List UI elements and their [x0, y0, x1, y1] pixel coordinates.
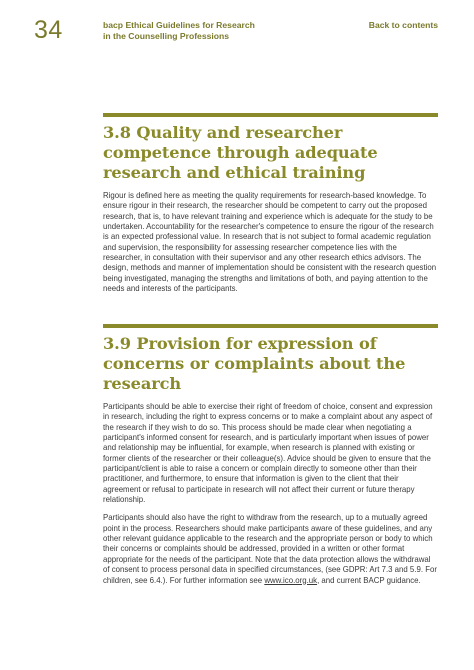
paragraph-text: Participants should also have the right to withdraw from the research, up to a mutually agreed point in the process. Researchers should make participants aware of these guidelines, and any other relevant guidance applicable to the research and the appropriate person or body to which their concerns or complaints should be addressed, provided in a written or other format appropriate for the needs of the participant. Note that the data protection allows the withdrawal of consent to process personal data in specified circumstances, (see GDPR: Art 7.3 and 5.9. For children, see 6.4.). For further information see: [103, 513, 437, 585]
section-3-9-body: [103, 402, 438, 586]
document-title-line-1: bacp Ethical Guidelines for Research: [103, 20, 255, 30]
section-3-8: [103, 113, 438, 294]
paragraph-text: , and current BACP guidance.: [317, 575, 421, 585]
document-title-line-2: in the Counselling Professions: [103, 31, 230, 41]
document-title: [103, 20, 255, 42]
back-to-contents-link[interactable]: Back to contents: [368, 20, 438, 30]
section-3-8-paragraph: Rigour is defined here as meeting the quality requirements for research-based knowledge. To ensure rigour in their research, the researcher should be competent to carry out the proposed research, that is, to have relevant training and experience which is adequate for the study to be undertaken. Accountability for the researcher's competence to ensure the rigour of the research is an expected professional value. In research that is not subject to formal academic regulation and supervision, the responsibility for assessing researcher competence lies with the researcher, in consultation with their supervisor and any other research ethics advisors. The design, methods and manner of implementation should be consistent with the research question being investigated, managing the strengths and limitations of both, and paying attention to the needs and interests of the participants.: [103, 191, 437, 294]
page-number: 34: [34, 16, 63, 44]
section-3-9-paragraph-1: Participants should be able to exercise their right of freedom of choice, consent and expression in research, including the right to express concerns or to make a complaint about any aspect of the research if they wish to do so. This process should be made clear when negotiating a participant's informed consent for research, and is particularly important when issues of power and relationship may be influential, for example, when research is planned with existing or former clients of the researcher or their colleague(s). Advice should be given to ensure that the participant/client is able to raise a concern or complain directly to someone other than their practitioner, and furthermore, to ensure that information is given to the client that their agreement or refusal to participate in research will not affect their current or future therapy relationship.: [103, 402, 433, 505]
section-3-8-heading: 3.8 Quality and researcher competence through adequate research and ethical training: [103, 123, 378, 182]
ico-website-link[interactable]: www.ico.org.uk: [264, 575, 318, 585]
section-3-9-paragraph-2: [103, 513, 438, 585]
section-3-8-body: [103, 191, 438, 294]
section-divider: [103, 324, 438, 328]
section-3-9: [103, 324, 438, 586]
section-divider: [103, 113, 438, 117]
section-3-9-heading: 3.9 Provision for expression of concerns or complaints about the research: [103, 334, 406, 393]
